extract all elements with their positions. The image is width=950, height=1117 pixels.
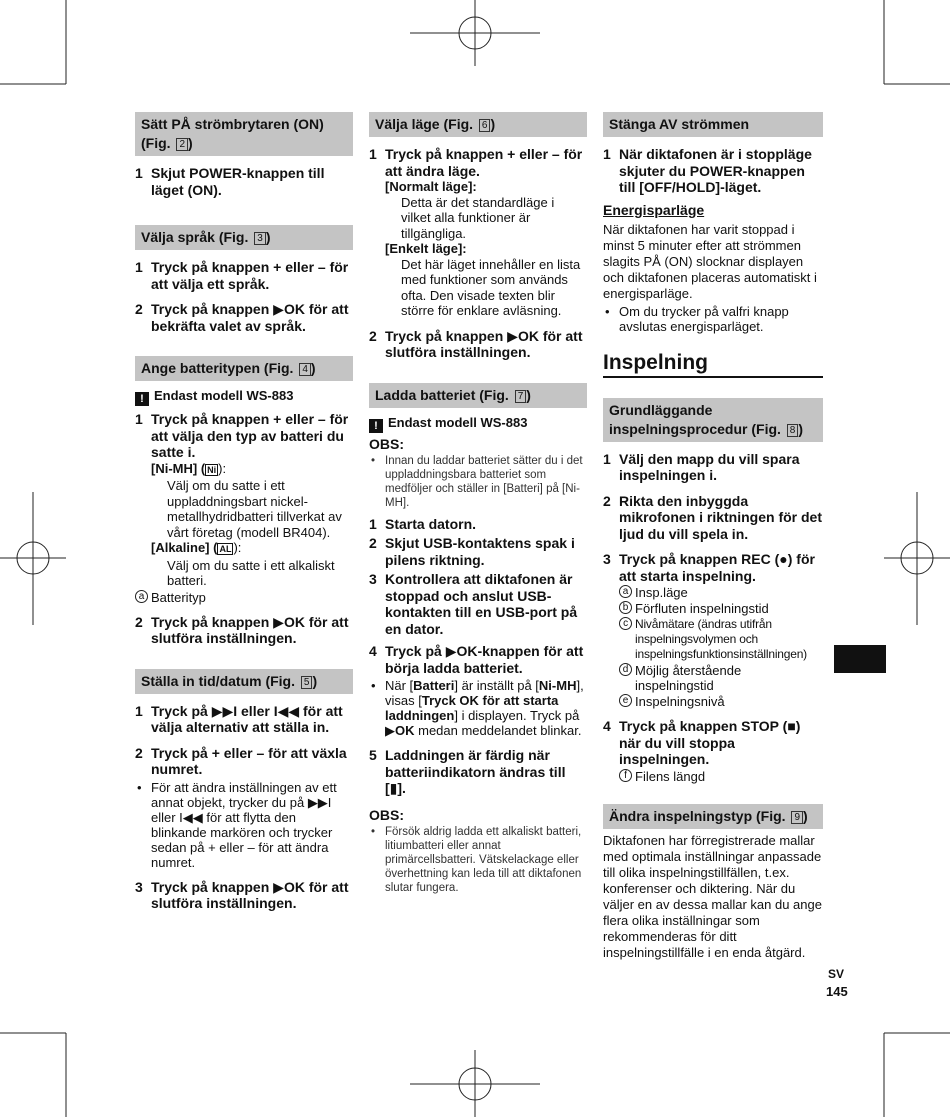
bullet-text: ] är inställt på [	[454, 678, 539, 693]
option-label	[135, 461, 353, 479]
callout-letter: b	[619, 601, 632, 614]
header-title: Grundläggande	[609, 401, 713, 418]
option-description: Välj om du satte i ett uppladdningsbart nickel-metallhydridbatteri tillverkat av vårt företag (modell BR404).	[167, 478, 342, 540]
callout-text: Batterityp	[151, 589, 206, 605]
step	[369, 535, 587, 568]
step-number: 4	[603, 718, 611, 734]
step-number: 1	[369, 515, 377, 532]
step	[135, 165, 353, 198]
warning-text: Endast modell WS-883	[154, 388, 294, 403]
bullet-mark: •	[371, 678, 376, 693]
menu-term: Ni-MH	[538, 678, 577, 693]
column-1	[135, 112, 353, 912]
paren: )	[798, 420, 804, 437]
bullet-text: För att ändra inställningen av ett annat objekt, trycker du på ▶▶I eller I◀◀ för att flytta den blinkande markören och trycker sedan på + eller – för att ändra numret.	[151, 779, 337, 870]
step-number: 1	[369, 146, 377, 162]
section-header-basic-recording	[603, 398, 823, 442]
option-label: [Enkelt läge]:	[385, 241, 467, 256]
step	[135, 411, 353, 461]
step-text: Tryck på knappen + eller – för att ändra läge.	[385, 146, 583, 179]
page-number-block	[826, 966, 846, 1000]
callout-letter: a	[135, 590, 148, 603]
key-label: ▶OK	[273, 301, 305, 317]
section-header-datetime	[135, 669, 353, 694]
step-text: Skjut USB-kontaktens spak i pilens riktning.	[385, 535, 575, 568]
step	[369, 146, 587, 179]
option-name: [Alkaline] (	[151, 540, 218, 555]
step-text: Välj den mapp du vill spara inspelningen i.	[619, 450, 800, 483]
option-description: Detta är det standardläge i vilket alla funktioner är tillgängliga.	[401, 194, 555, 241]
bullet-mark: •	[371, 825, 376, 838]
bullet-text: medan meddelandet blinkar.	[414, 723, 582, 738]
paren: )	[312, 672, 318, 689]
step-number: 1	[135, 411, 143, 427]
section-header-recording-type	[603, 804, 823, 829]
chapter-title: Inspelning	[603, 350, 823, 378]
paren: )	[188, 135, 193, 151]
step-number: 5	[369, 747, 377, 763]
step-text: -knappen till läget (ON).	[151, 165, 325, 198]
header-title: Välja språk (Fig.	[141, 229, 249, 245]
callout-text: Filens längd	[635, 768, 706, 784]
bullet-mark: •	[137, 779, 142, 795]
fig-ref: 7	[515, 390, 527, 403]
callout	[619, 601, 823, 616]
warning-icon: !	[369, 419, 383, 433]
section-header-mode	[369, 112, 587, 137]
step-text: Tryck på knappen STOP (■) när du vill stoppa inspelningen.	[619, 718, 801, 767]
step-text: När diktafonen är i stoppläge skjuter du POWER-knappen till [OFF/HOLD]-läget.	[619, 146, 812, 195]
step-number: 2	[603, 492, 611, 509]
header-title-2: inspelningsprocedur (Fig.	[609, 420, 781, 437]
menu-term: Batteri	[413, 678, 455, 693]
fig-ref: 6	[479, 119, 491, 132]
step	[369, 516, 587, 533]
key-label: ▶OK	[385, 723, 415, 738]
step	[369, 328, 587, 361]
step-text: för att bekräfta valet av språk.	[151, 301, 349, 334]
step	[135, 259, 353, 292]
note-text: Innan du laddar batteriet sätter du i det uppladdningsbara batteriet som medföljer och ställer in [Batteri] på [Ni-MH].	[385, 454, 583, 509]
header-title: Stänga AV strömmen	[609, 116, 750, 132]
step-number: 3	[369, 571, 377, 587]
step-number: 1	[603, 450, 611, 467]
fig-ref: 3	[254, 232, 266, 245]
language-code: SV	[827, 967, 844, 981]
step-number: 3	[135, 878, 143, 895]
header-title: Ändra inspelningstyp (Fig.	[609, 807, 786, 824]
step-text: Tryck på knappen REC (●) för att starta inspelning.	[619, 551, 815, 584]
section-header-language	[135, 225, 353, 250]
step-text: för att slutföra inställningen.	[385, 327, 583, 360]
step-number: 3	[603, 551, 611, 567]
step-text: Tryck på + eller – för att växla numret.	[151, 744, 347, 777]
callout	[619, 663, 823, 693]
step	[369, 643, 587, 676]
step	[135, 301, 353, 334]
section-header-charge	[369, 383, 587, 408]
warning-icon: !	[135, 392, 149, 406]
option-label: [Normalt läge]:	[385, 179, 477, 194]
section-header-power-on	[135, 112, 353, 156]
step-number: 2	[135, 744, 143, 761]
step-text: Kontrollera att diktafonen är stoppad och anslut USB-kontakten till en USB-port på en dator.	[385, 571, 578, 637]
step-text: Tryck på ▶OK-knappen för att börja ladda batteriet.	[385, 643, 584, 676]
note-text: Försök aldrig ladda ett alkaliskt batteri, litiumbatteri eller annat primärcellsbatteri. Vätskelackage eller överhettning kan leda till att diktafonen slutar fungera.	[385, 825, 582, 894]
header-title: Välja läge (Fig.	[375, 116, 474, 132]
callout-letter: a	[619, 585, 632, 598]
callout	[619, 585, 823, 600]
paren: )	[265, 229, 271, 245]
step-number: 1	[135, 165, 143, 181]
fig-ref: 2	[176, 138, 188, 151]
step-text: Starta datorn.	[385, 515, 477, 532]
model-warning	[135, 388, 353, 406]
column-3	[603, 112, 823, 961]
key-label: ▶OK	[507, 327, 539, 344]
model-warning	[369, 415, 587, 433]
step	[135, 614, 353, 647]
header-title-2: (Fig.	[141, 135, 171, 151]
header-title: Ställa in tid/datum (Fig.	[141, 672, 295, 689]
bullet-mark: •	[371, 454, 376, 467]
step-text: Laddningen är färdig när batteriindikatorn ändras till [▮].	[385, 747, 566, 796]
paren: )	[310, 360, 316, 376]
step	[135, 703, 353, 736]
step	[603, 718, 823, 768]
paren: )	[803, 807, 808, 824]
step	[603, 493, 823, 543]
step-text: Rikta den inbyggda mikrofonen i riktningen för det ljud du vill spela in.	[619, 492, 823, 542]
option-description: Det här läget innehåller en lista med funktioner som används ofta. Den visade texten blir större för enklare avläsning.	[401, 256, 581, 318]
step	[135, 745, 353, 778]
step-number: 4	[369, 643, 377, 659]
step-text: Tryck på knappen	[151, 878, 274, 895]
option-name: [Ni-MH] (	[151, 460, 206, 476]
warning-text: Endast modell WS-883	[388, 414, 528, 430]
section-header-power-off	[603, 112, 823, 137]
header-title: Ladda batteriet (Fig.	[375, 386, 509, 403]
step	[603, 551, 823, 584]
fig-ref: 4	[299, 363, 311, 376]
option-description: Välj om du satte i ett alkaliskt batteri.	[167, 557, 335, 588]
step	[135, 879, 353, 912]
step-text: Tryck på knappen + eller – för att välja den typ av batteri du satte i.	[151, 411, 349, 460]
callout-text: Nivåmätare (ändras utifrån inspelningsvolymen och inspelningsfunktionsinställningen)	[635, 617, 807, 661]
callout-text: Möjlig återstående inspelningstid	[635, 663, 742, 693]
step-text: Tryck på ▶▶I eller I◀◀ för att välja alternativ att ställa in.	[151, 702, 343, 735]
option-label	[135, 540, 353, 558]
bullet-mark: •	[605, 303, 610, 319]
note	[369, 825, 587, 895]
step	[603, 146, 823, 196]
callout-text: Inspelningsnivå	[635, 694, 725, 709]
callout-text: Insp.läge	[635, 585, 688, 600]
step-text: Tryck på knappen	[151, 301, 274, 317]
callout-list	[603, 585, 823, 709]
fig-ref: 8	[787, 424, 799, 437]
bullet-text: ] i displayen. Tryck på	[454, 708, 580, 723]
menu-term: Tryck OK för att starta laddningen	[385, 693, 559, 723]
step	[603, 451, 823, 484]
bullet	[135, 780, 353, 870]
key-label: POWER	[189, 165, 243, 181]
key-label: ▶OK	[273, 878, 305, 895]
callout	[619, 769, 823, 784]
page-number: 145	[826, 984, 848, 999]
callout	[135, 590, 353, 605]
step-text: Tryck på knappen + eller – för att välja ett språk.	[151, 259, 349, 292]
step	[369, 571, 587, 637]
paragraph: När diktafonen har varit stoppad i minst 5 minuter efter att strömmen slagits PÅ (ON) slocknar displayen och diktafonen placeras automatiskt i energisparläge.	[603, 221, 817, 301]
subheading: Energisparläge	[603, 201, 705, 218]
step-number: 2	[369, 535, 377, 551]
bullet	[603, 304, 823, 334]
section-header-battery-type	[135, 356, 353, 381]
bullet-text: Om du trycker på valfri knapp avslutas energisparläget.	[619, 303, 789, 334]
paren: )	[526, 386, 531, 403]
step-number: 1	[603, 146, 611, 162]
callout	[619, 617, 823, 662]
paren: )	[490, 116, 496, 132]
callout-letter: e	[619, 694, 632, 707]
callout-letter: c	[619, 617, 632, 630]
step-text: Skjut	[151, 165, 190, 181]
step-number: 1	[135, 702, 143, 719]
bullet-text: ], visas [	[385, 678, 584, 708]
column-2	[369, 112, 587, 895]
callout-text: Förfluten inspelningstid	[635, 601, 769, 616]
callout-letter: f	[619, 769, 632, 782]
step-number: 2	[369, 327, 377, 344]
paren: ):	[218, 460, 227, 476]
key-label: ▶OK	[273, 613, 305, 630]
step-number: 1	[135, 259, 143, 275]
battery-alkaline-icon: AL	[219, 544, 232, 554]
note	[369, 454, 587, 510]
callout	[619, 694, 823, 709]
step-text: Tryck på knappen	[385, 327, 508, 344]
step-text: för att slutföra inställningen.	[151, 613, 349, 646]
header-title: Sätt PÅ strömbrytaren (ON)	[141, 116, 324, 132]
paren: ):	[233, 540, 242, 555]
step-text: Tryck på knappen	[151, 613, 274, 630]
step-text: för att slutföra inställningen.	[151, 878, 349, 911]
fig-ref: 9	[791, 811, 803, 824]
obs-label: OBS:	[369, 806, 404, 823]
obs-label: OBS:	[369, 435, 404, 452]
step-number: 2	[135, 613, 143, 630]
step-number: 2	[135, 301, 143, 317]
bullet-text: När [	[385, 678, 414, 693]
bullet	[369, 678, 587, 738]
callout-letter: d	[619, 663, 632, 676]
header-title: Ange batteritypen (Fig.	[141, 360, 294, 376]
fig-ref: 5	[301, 676, 313, 689]
section-tab-marker	[834, 645, 886, 673]
paragraph: Diktafonen har förregistrerade mallar med optimala inställningar anpassade till olika inspelningstillfällen, t.ex. konferenser och diktering. När du väljer en av dessa mallar kan du ange flera olika inställningar som rekommenderas för ditt inspelningstillfälle i en enda åtgärd.	[603, 832, 822, 960]
battery-nimh-icon: Ni	[207, 464, 217, 475]
callout-list	[603, 769, 823, 784]
step	[369, 747, 587, 797]
